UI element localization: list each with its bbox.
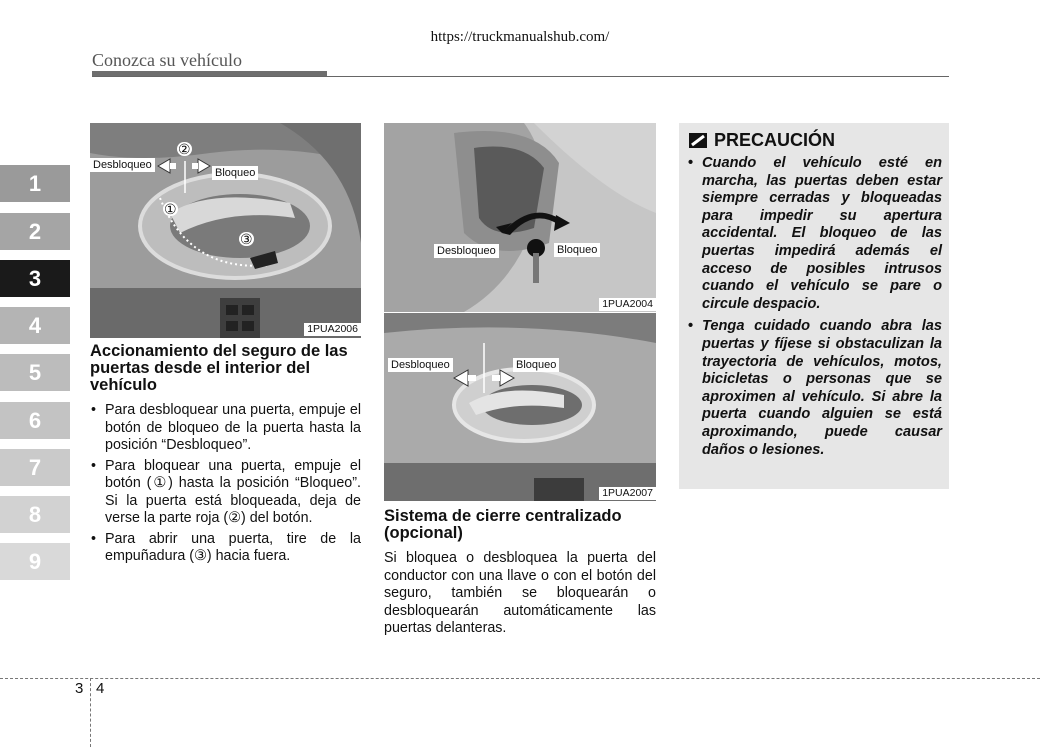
list-item: • Para desbloquear una puerta, empuje el botón de bloqueo de la puerta hasta la posición “Desbloqueo”. xyxy=(90,402,361,455)
chapter-tab-3[interactable]: 3 xyxy=(0,260,70,297)
unlock-label: Desbloqueo xyxy=(434,244,499,258)
figure-code: 1PUA2007 xyxy=(599,487,656,500)
chapter-tab-7[interactable]: 7 xyxy=(0,449,70,486)
caution-title-text: PRECAUCIÓN xyxy=(714,130,836,150)
interior-door-illustration xyxy=(90,123,361,338)
figure-interior-lock xyxy=(90,123,361,338)
list-item: • Para abrir una puerta, tire de la empuñadura (③) hacia fuera. xyxy=(90,531,361,566)
caution-title xyxy=(689,130,835,151)
figure-key-lock xyxy=(384,123,656,312)
unlock-label: Desbloqueo xyxy=(388,358,453,372)
chapter-number: 3 xyxy=(75,680,84,697)
header-rule xyxy=(92,76,949,77)
lock-label: Bloqueo xyxy=(554,243,600,257)
interior-handle-illustration xyxy=(384,313,656,501)
source-url: https://truckmanualshub.com/ xyxy=(430,29,610,45)
chapter-tab-9[interactable]: 9 xyxy=(0,543,70,580)
section-body: Si bloquea o desbloquea la puerta del conductor con una llave o con el botón del seguro, también se bloquearán o desbloquearán automáticamente las puertas delanteras. xyxy=(384,550,656,636)
caution-icon xyxy=(689,133,707,148)
callout-3: ③ xyxy=(240,231,253,247)
section-heading: Accionamiento del seguro de las puertas desde el interior del vehículo xyxy=(90,342,348,394)
lock-label: Bloqueo xyxy=(513,358,559,372)
instruction-list xyxy=(90,402,361,566)
chapter-tab-4[interactable]: 4 xyxy=(0,307,70,344)
list-item: • Para bloquear una puerta, empuje el botón (①) hasta la posición “Bloqueo”. Si la puerta está bloqueada, deja de verse la parte roja (②) del botón. xyxy=(90,458,361,528)
chapter-tab-1[interactable]: 1 xyxy=(0,165,70,202)
chapter-tab-6[interactable]: 6 xyxy=(0,402,70,439)
chapter-tab-2[interactable]: 2 xyxy=(0,213,70,250)
central-locking-section xyxy=(384,508,656,638)
footer-divider xyxy=(90,678,91,747)
key-lock-illustration xyxy=(384,123,656,312)
callout-2: ② xyxy=(178,141,191,157)
footer-rule xyxy=(0,678,1040,679)
section-heading: Sistema de cierre centralizado (opcional) xyxy=(384,507,622,542)
chapter-tab-5[interactable]: 5 xyxy=(0,354,70,391)
callout-1: ① xyxy=(164,201,177,217)
figure-code: 1PUA2004 xyxy=(599,298,656,311)
unlock-label: Desbloqueo xyxy=(90,158,155,172)
figure-code: 1PUA2006 xyxy=(304,323,361,336)
caution-list xyxy=(688,155,942,464)
caution-item: • Cuando el vehículo esté en marcha, las puertas deben estar siempre cerradas y bloqueadas para impedir su apertura accidental. El bloqueo de las puertas impedirá además el acceso de posibles intrusos cuando el vehículo se pare o circule despacio. xyxy=(688,155,942,313)
interior-lock-section xyxy=(90,343,361,569)
section-title: Conozca su vehículo xyxy=(92,50,242,70)
page-number: 4 xyxy=(96,680,105,697)
figure-interior-handle xyxy=(384,313,656,501)
chapter-tab-8[interactable]: 8 xyxy=(0,496,70,533)
caution-item: • Tenga cuidado cuando abra las puertas y fíjese si obstaculizan la trayectoria de vehículos, motos, bicicletas o personas que se aproximen al vehículo. Si abre la puerta cuando alguien se está aproximando, puede causar daños o lesiones. xyxy=(688,318,942,459)
caution-box xyxy=(679,123,949,489)
lock-label: Bloqueo xyxy=(212,166,258,180)
